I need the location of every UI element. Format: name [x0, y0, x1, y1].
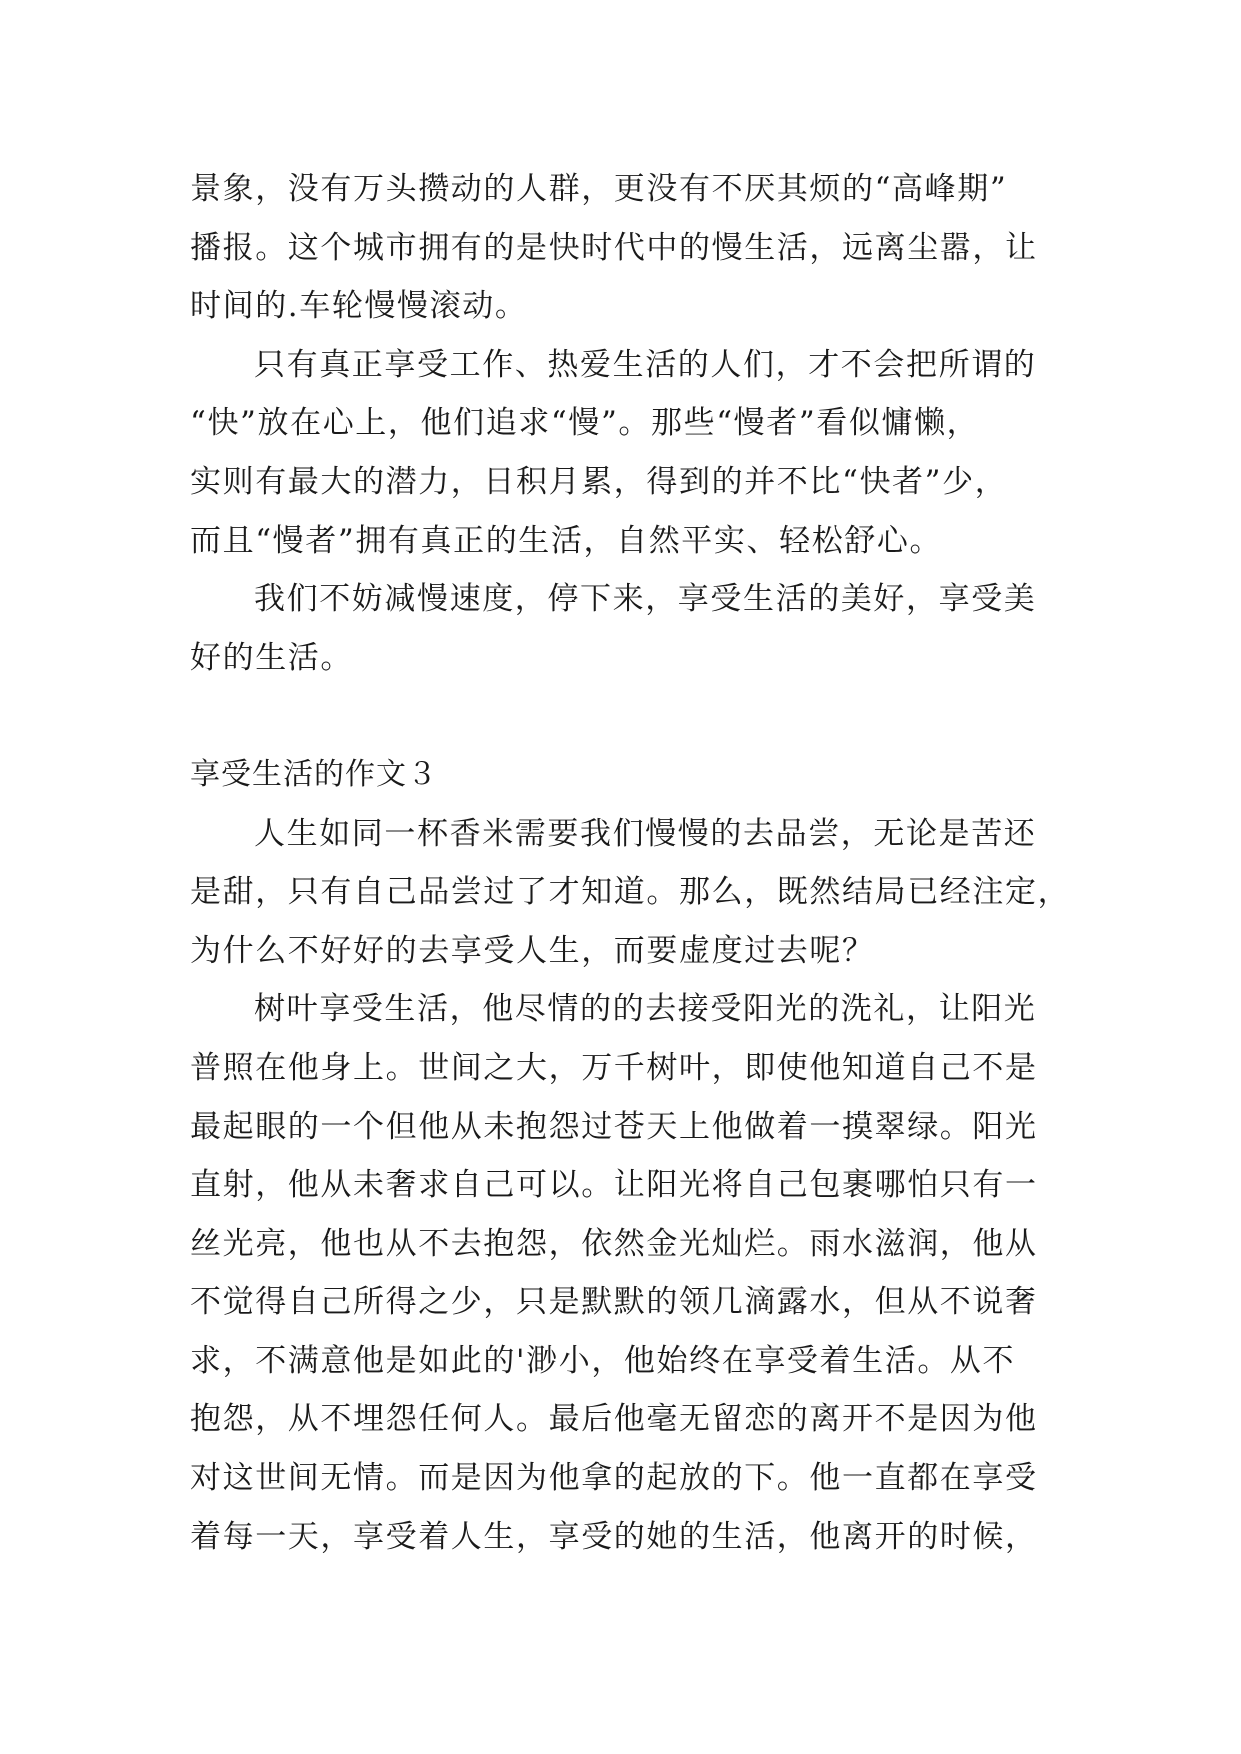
- paragraph: [190, 980, 1060, 1566]
- text-line: 为什么不好好的去享受人生，而要虚度过去呢？: [190, 932, 875, 969]
- text-line: 只有真正享受工作、热爱生活的人们，才不会把所谓的: [254, 346, 1037, 383]
- paragraph: [190, 160, 1060, 336]
- paragraph: [190, 570, 1060, 687]
- document-body: [190, 160, 1071, 1566]
- section-heading: 享受生活的作文３: [190, 756, 438, 792]
- text-line: 好的生活。: [190, 639, 353, 676]
- text-line: 时间的.车轮慢慢滚动。: [190, 288, 528, 325]
- text-line: 是甜，只有自己品尝过了才知道。那么，既然结局已经注定，: [190, 874, 1071, 911]
- text-line: 人生如同一杯香米需要我们慢慢的去品尝，无论是苦还: [254, 815, 1037, 852]
- text-line: 抱怨，从不埋怨任何人。最后他毫无留恋的离开不是因为他: [190, 1401, 1038, 1438]
- text-line: 求，不满意他是如此的'渺小，他始终在享受着生活。从不: [190, 1342, 1016, 1379]
- text-line: 着每一天，享受着人生，享受的她的生活，他离开的时候，: [190, 1518, 1038, 1555]
- text-line: 播报。这个城市拥有的是快时代中的慢生活，远离尘嚣，让: [190, 229, 1038, 266]
- text-line: 我们不妨减慢速度，停下来，享受生活的美好，享受美: [254, 581, 1037, 618]
- text-line: 丝光亮，他也从不去抱怨，依然金光灿烂。雨水滋润，他从: [190, 1225, 1038, 1262]
- paragraph: [190, 805, 1071, 981]
- text-line: “快”放在心上，他们追求“慢”。那些“慢者”看似慵懒，: [190, 405, 980, 442]
- text-line: 最起眼的一个但他从未抱怨过苍天上他做着一摸翠绿。阳光: [190, 1108, 1038, 1145]
- text-line: 实则有最大的潜力，日积月累，得到的并不比“快者”少，: [190, 463, 1008, 500]
- paragraph: [190, 336, 1060, 570]
- text-line: 不觉得自己所得之少，只是默默的领几滴露水，但从不说奢: [190, 1284, 1038, 1321]
- text-line: 普照在他身上。世间之大，万千树叶，即使他知道自己不是: [190, 1049, 1038, 1086]
- text-line: 而且“慢者”拥有真正的生活，自然平实、轻松舒心。: [190, 522, 943, 559]
- text-line: 树叶享受生活，他尽情的的去接受阳光的洗礼，让阳光: [254, 991, 1037, 1028]
- spacer: [190, 687, 1060, 746]
- text-line: 直射，他从未奢求自己可以。让阳光将自己包裹哪怕只有一: [190, 1167, 1038, 1204]
- text-line: 对这世间无情。而是因为他拿的起放的下。他一直都在享受: [190, 1460, 1038, 1497]
- text-line: 景象，没有万头攒动的人群，更没有不厌其烦的“高峰期”: [190, 171, 1008, 207]
